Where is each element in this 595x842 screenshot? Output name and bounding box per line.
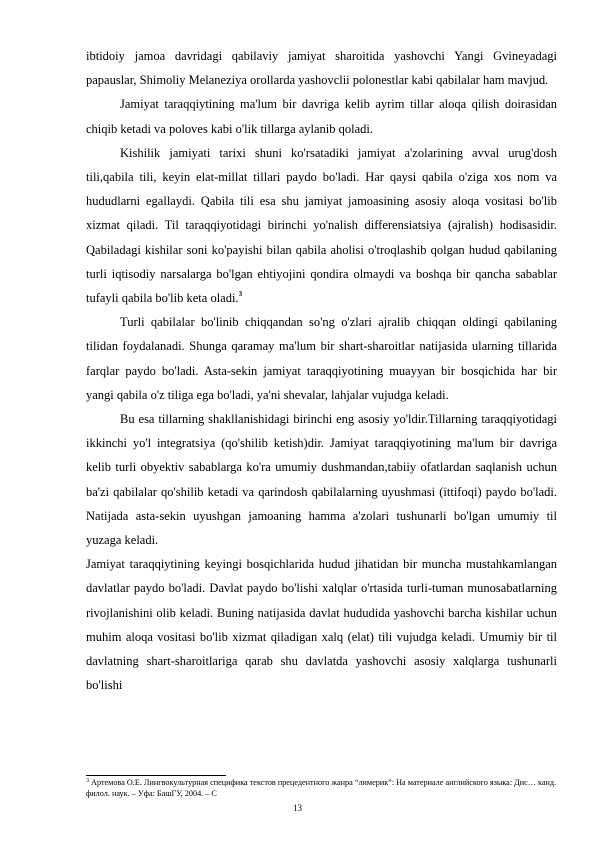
paragraph-6: Jamiyat taraqqiytining keyingi bosqichlarida hudud jihatidan bir muncha mustahkamlangan davlatlar paydo bo'ladi. Davlat paydo bo'lishi xalqlar o'rtasida turli-tuman munosabatlarning rivojlanishini olib keladi. Buning natijasida davlat hududida yashovchi barcha kishilar uchun muhim aloqa vositasi bo'lib xizmat qiladigan xalq (elat) tili vujudga keladi. Umumiy bir til davlatning shart-sharoitlariga qarab shu davlatda yashovchi asosiy xalqlarga tushunarli bo'lishi [86,557,557,693]
footnote-reference[interactable]: 3 [238,290,243,299]
paragraph-4: Turli qabilalar bo'linib chiqqandan so'ng o'zlari ajralib chiqqan oldingi qabilaning tilidan foydalanadi. Shunga qaramay ma'lum bir shart-sharoitlar natijasida ularning tillarida farqlar paydo bo'ladi. Asta-sekin jamiyat taraqqiyotining muayyan bir bosqichida har bir yangi qabila o'z tiliga ega bo'ladi, ya'ni shevalar, lahjalar vujudga keladi. [86,315,557,402]
paragraph-5: Bu esa tillarning shakllanishidagi birinchi eng asosiy yo'ldir.Tillarning taraqqiyotidagi ikkinchi yo'l integratsiya (qo'shilib ketish)dir. Jamiyat taraqqiyotining ma'lum bir davriga kelib turli obyektiv sabablarga ko'ra umumiy dushmandan,tabiiy ofatlardan saqlanish uchun ba'zi qabilalar qo'shilib ketadi va qarindosh qabilalarning uyushmasi (ittifoqi) paydo bo'ladi. Natijada asta-sekin uyushgan jamoaning hamma a'zolari tushunarli bo'lgan umumiy til yuzaga keladi. [86,412,557,548]
footnote-text: Артемова О.Е. Лингвокультурная специфика текстов прецедентного жанра “лимерик”: На материале английского языка: Дис… канд. филол. наук. – Уфа: БашГУ, 2004. – С [86,778,557,798]
paragraph-1: ibtidoiy jamoa davridagi qabilaviy jamiyat sharoitida yashovchi Yangi Gvineyadagi papauslar, Shimoliy Melaneziya orollarda yashovclii polonestlar kabi qabilalar ham mavjud. [86,49,557,88]
paragraph-3-text: Kishilik jamiyati tarixi shuni ko'rsatadiki jamiyat a'zolarining avval urug'dosh tili,qabila tili, keyin elat-millat tillari paydo bo'ladi. Har qaysi qabila o'ziga xos nom va hududlarni egallaydi. Qabila tili esa shu jamiyat jamoasining asosiy aloqa vositasi bo'lib xizmat qiladi. Til taraqqiyotidagi birinchi yo'nalish differensiatsiya (ajralish) hodisasidir. Qabiladagi kishilar soni ko'payishi bilan qabila aholisi o'troqlashib qolgan hudud qabilaning turli iqtisodiy narsalarga bo'lgan ehtiyojini qondira olmaydi va boshqa bir qancha sabablar tufayli qabila bo'lib keta oladi. [86,145,557,306]
footnote [86,777,557,799]
paragraph-2: Jamiyat taraqqiytining ma'lum bir davriga kelib ayrim tillar aloqa qilish doirasidan chiqib ketadi va poloves kabi o'lik tillarga aylanib qoladi. [86,97,557,136]
page-number: 13 [293,803,302,813]
footnote-divider [86,775,226,776]
body-text [86,44,557,697]
paragraph-3 [86,141,557,310]
footnote-number: 3 [86,778,89,784]
